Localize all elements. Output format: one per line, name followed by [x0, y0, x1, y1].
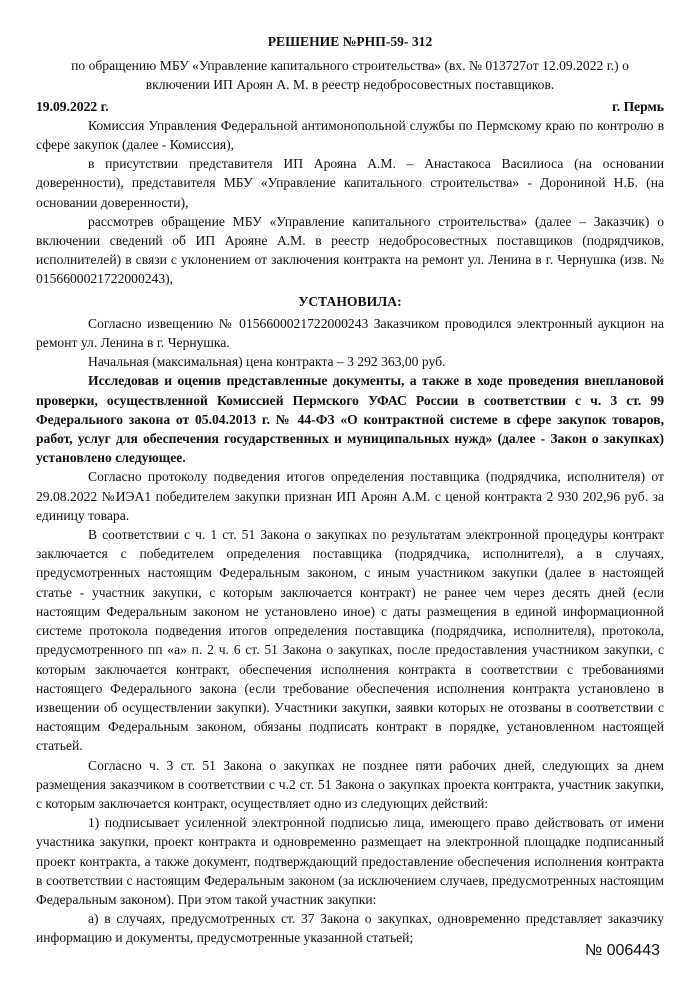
decision-subtitle: по обращению МБУ «Управление капитального строительства» (вх. № 013727от 12.09.2022 г.) о включении ИП Ароян А. М. в реестр недобросовестных поставщиков. [71, 58, 629, 93]
decision-date: 19.09.2022 г. [36, 98, 109, 114]
body-paragraph: Согласно протоколу подведения итогов определения поставщика (подрядчика, исполнителя) от 29.08.2022 №ИЭА1 победителем закупки признан ИП Ароян А.М. с ценой контракта 2 930 202,96 руб. за единицу товара. [36, 469, 664, 523]
intro-paragraph: Комиссия Управления Федеральной антимонопольной службы по Пермскому краю по контролю в сфере закупок (далее - Комиссия), [36, 117, 664, 153]
intro-paragraph: в присутствии представителя ИП Арояна А.М. – Анастакоса Василиоса (на основании доверенности), представителя МБУ «Управление капитального строительства» - Дорониной Н.Б. (на основании доверенности), [36, 156, 664, 210]
body-paragraph: В соответствии с ч. 1 ст. 51 Закона о закупках по результатам электронной процедуры контракт заключается с победителем определения поставщика (подрядчика, исполнителя), а в случаях, предусмотренных настоящим Федеральным законом, с иным участником закупки (далее в настоящей статье - участник закупки, с которым заключается контракт) не ранее чем через десять дней (если настоящим Федеральным законом не установлено иное) с даты размещения в единой информационной системе протокола подведения итогов определения поставщика (подрядчика, исполнителя), протокола, предусмотренного пп «а» п. 2 ч. 6 ст. 51 Закона о закупках, после предоставления участником закупки, с которым заключается контракт, обеспечения исполнения контракта в соответствии с требованиями настоящего Федерального закона (если требование обеспечения исполнения контракта установлено в извещении об осуществлении закупки). Участники закупки, заявки которых не отозваны в соответствии с настоящим Федеральным законом, обязаны подписать контракт в порядке, установленном настоящей статьей. [36, 527, 664, 754]
page-number: № 006443 [585, 941, 660, 959]
intro-paragraph: рассмотрев обращение МБУ «Управление капитального строительства» (далее – Заказчик) о включении сведений об ИП Арояне А.М. в реестр недобросовестных поставщиков (подрядчиков, исполнителей) в связи с уклонением от заключения контракта на ремонт ул. Ленина в г. Чернушка (изв. № 0156600021722000243), [36, 213, 664, 287]
body-paragraph: Согласно извещению № 0156600021722000243 Заказчиком проводился электронный аукцион на ремонт ул. Ленина в г. Чернушка. [36, 315, 664, 351]
body-paragraph: а) в случаях, предусмотренных ст. 37 Закона о закупках, одновременно представляет заказчику информацию и документы, предусмотренные указанной статьей; [36, 911, 664, 946]
body-paragraph: Начальная (максимальная) цена контракта – 3 292 363,00 руб. [88, 354, 446, 370]
body-paragraph-bold: Исследовав и оценив представленные документы, а также в ходе проведения внеплановой проверки, осуществленной Комиссией Пермского УФАС России в соответствии с ч. 3 ст. 99 Федерального закона от 05.04.2013 г. № 44-ФЗ «О контрактной системе в сфере закупок товаров, работ, услуг для обеспечения государственных и муниципальных нужд» (далее - Закон о закупках) установлено следующее. [36, 373, 664, 466]
decision-city: г. Пермь [612, 98, 664, 114]
body-paragraph: Согласно ч. 3 ст. 51 Закона о закупках не позднее пяти рабочих дней, следующих за днем размещения заказчиком в соответствии с ч.2 ст. 51 Закона о закупках проекта контракта, участник закупки, с которым заключается контракт, осуществляет одно из следующих действий: [36, 757, 664, 811]
decision-title: РЕШЕНИЕ №РНП-59- 312 [267, 34, 433, 49]
dateline [36, 97, 664, 116]
section-heading: УСТАНОВИЛА: [298, 293, 402, 309]
body-paragraph: 1) подписывает усиленной электронной подписью лица, имеющего право действовать от имени участника закупки, проект контракта и одновременно размещает на электронной площадке подписанный проект контракта, а также документ, подтверждающий предоставление обеспечения исполнения контракта в соответствии с настоящим Федеральным законом (за исключением случаев, предусмотренных настоящим Федеральным законом). При этом такой участник закупки: [36, 815, 664, 907]
